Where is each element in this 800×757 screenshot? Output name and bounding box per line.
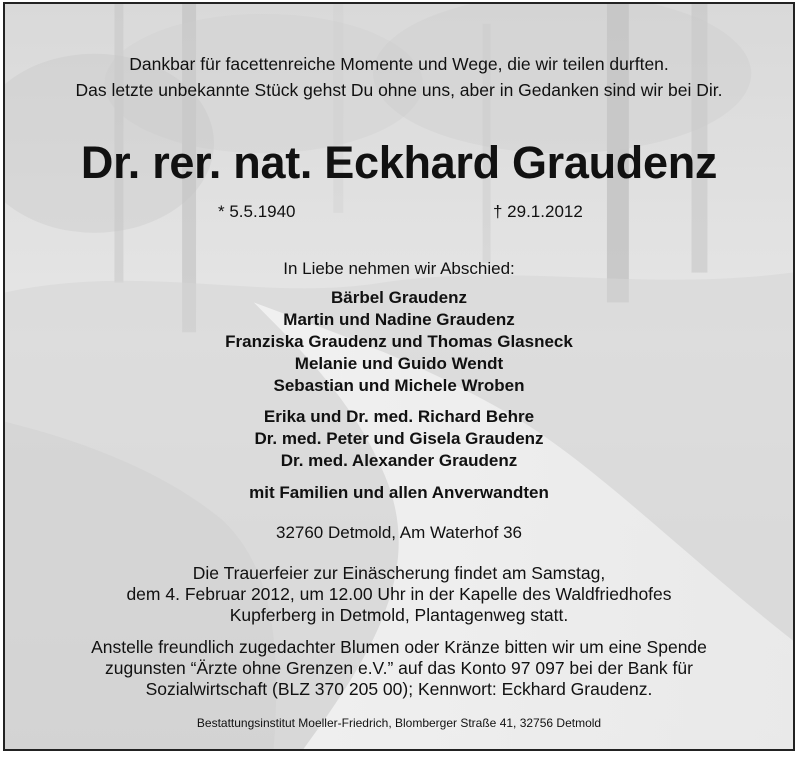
mourner: Melanie und Guido Wendt bbox=[294, 354, 504, 373]
intro-line-1: Dankbar für facettenreiche Momente und Wege, die wir teilen durften. bbox=[129, 54, 669, 74]
donation-line-1: Anstelle freundlich zugedachter Blumen oder Kränze bitten wir um eine Spende bbox=[91, 637, 707, 657]
donation-line-2: zugunsten “Ärzte ohne Grenzen e.V.” auf das Konto 97 097 bei der Bank für bbox=[105, 658, 693, 678]
mourner: Franziska Graudenz und Thomas Glasneck bbox=[225, 332, 573, 351]
ceremony-line-2: dem 4. Februar 2012, um 12.00 Uhr in der Kapelle des Waldfriedhofes bbox=[126, 584, 672, 604]
birth-date: * 5.5.1940 bbox=[218, 202, 296, 221]
mourner: Martin und Nadine Graudenz bbox=[283, 310, 515, 329]
mourner: Bärbel Graudenz bbox=[330, 288, 468, 307]
notice-content bbox=[5, 4, 793, 749]
address: 32760 Detmold, Am Waterhof 36 bbox=[275, 523, 522, 542]
farewell-line: In Liebe nehmen wir Abschied: bbox=[283, 259, 515, 278]
deceased-name: Dr. rer. nat. Eckhard Graudenz bbox=[80, 137, 718, 188]
ceremony-line-1: Die Trauerfeier zur Einäscherung findet am Samstag, bbox=[192, 563, 606, 583]
intro-line-2: Das letzte unbekannte Stück gehst Du ohne uns, aber in Gedanken sind wir bei Dir. bbox=[75, 80, 723, 100]
obituary-notice bbox=[3, 2, 795, 751]
mourner: Dr. med. Peter und Gisela Graudenz bbox=[254, 429, 544, 448]
death-date: † 29.1.2012 bbox=[493, 202, 583, 221]
mourner: Sebastian und Michele Wroben bbox=[273, 376, 525, 395]
funeral-home-footer: Bestattungsinstitut Moeller-Friedrich, Blomberger Straße 41, 32756 Detmold bbox=[196, 716, 602, 730]
families-line: mit Familien und allen Anverwandten bbox=[249, 483, 549, 502]
donation-line-3: Sozialwirtschaft (BLZ 370 205 00); Kennwort: Eckhard Graudenz. bbox=[145, 679, 653, 699]
mourner: Dr. med. Alexander Graudenz bbox=[280, 451, 518, 470]
ceremony-line-3: Kupferberg in Detmold, Plantagenweg statt. bbox=[229, 605, 569, 625]
mourner: Erika und Dr. med. Richard Behre bbox=[263, 407, 535, 426]
